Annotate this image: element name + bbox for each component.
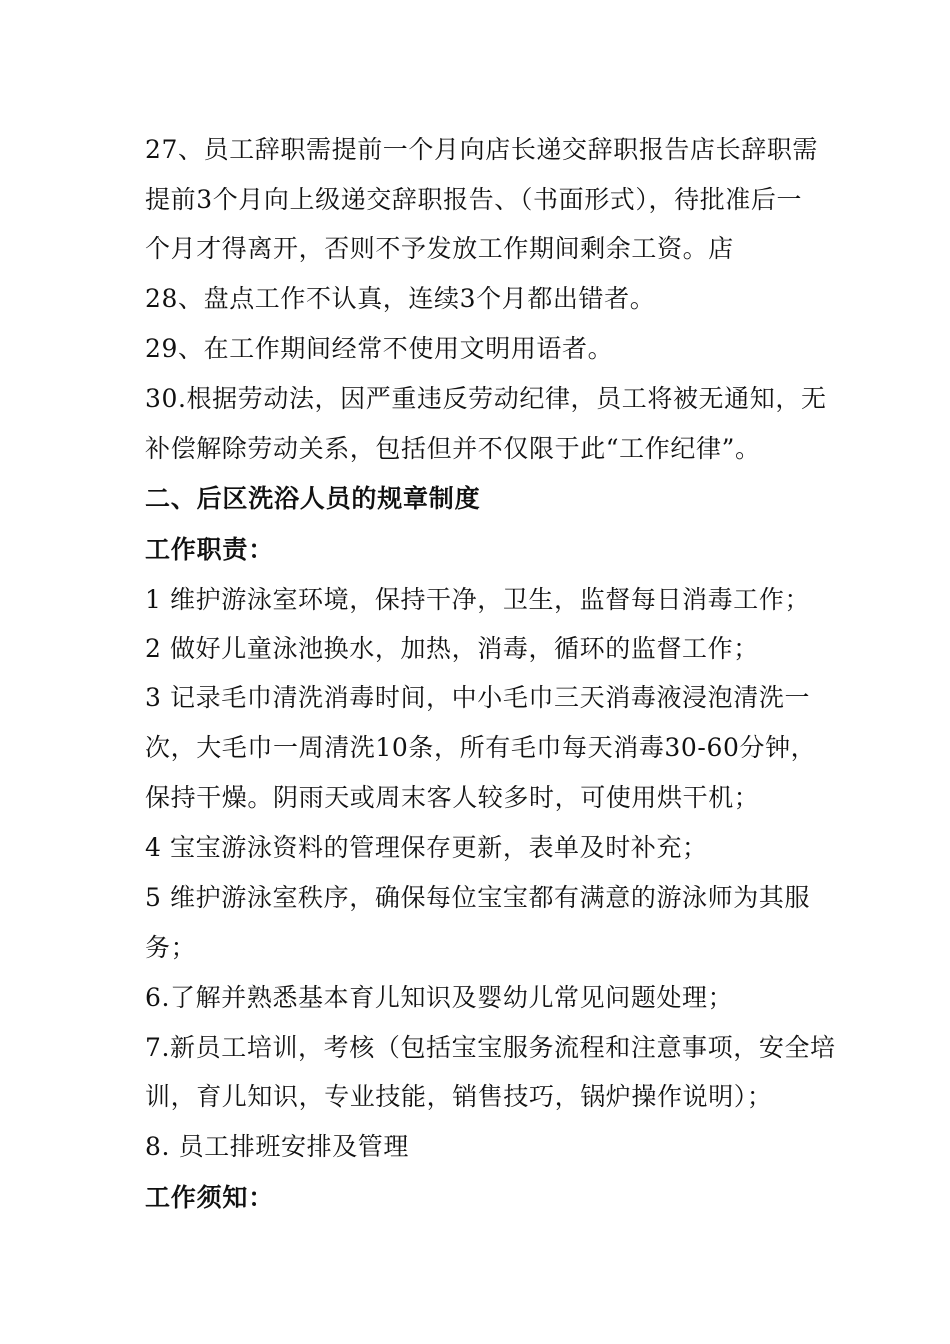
- duty-item-2: 2 做好儿童泳池换水，加热，消毒，循环的监督工作；: [145, 634, 759, 663]
- duty-item-3-cont: 保持干燥。阴雨天或周末客人较多时，可使用烘干机；: [145, 783, 760, 812]
- duty-item-5: 5 维护游泳室秩序，确保每位宝宝都有满意的游泳师为其服: [145, 883, 811, 912]
- duty-item-4: 4 宝宝游泳资料的管理保存更新，表单及时补充；: [145, 833, 708, 862]
- duty-item-7-cont: 训，育儿知识，专业技能，销售技巧，锅炉操作说明）；: [145, 1082, 773, 1111]
- text-line-rule-27-cont: 提前3个月向上级递交辞职报告、（书面形式），待批准后一: [145, 185, 803, 214]
- subheading-notes: 工作须知：: [145, 1183, 275, 1212]
- duty-item-6: 6.了解并熟悉基本育儿知识及婴幼儿常见问题处理；: [145, 983, 734, 1012]
- text-line-rule-29: 29、在工作期间经常不使用文明用语者。: [145, 334, 614, 363]
- duty-item-3: 3 记录毛巾清洗消毒时间，中小毛巾三天消毒液浸泡清洗一: [145, 683, 811, 712]
- section-heading: 二、后区洗浴人员的规章制度: [145, 484, 481, 513]
- duty-item-5-cont: 务；: [145, 933, 197, 962]
- text-line-rule-28: 28、盘点工作不认真，连续3个月都出错者。: [145, 284, 656, 313]
- text-line-rule-27: 27、员工辞职需提前一个月向店长递交辞职报告店长辞职需: [145, 135, 819, 164]
- subheading-duties: 工作职责：: [145, 535, 275, 564]
- text-line-rule-27-cont: 个月才得离开，否则不予发放工作期间剩余工资。店: [145, 234, 734, 263]
- duty-item-1: 1 维护游泳室环境，保持干净，卫生，监督每日消毒工作；: [145, 585, 811, 614]
- duty-item-3-cont: 次，大毛巾一周清洗10条，所有毛巾每天消毒30-60分钟，: [145, 733, 817, 762]
- text-line-rule-30: 30.根据劳动法，因严重违反劳动纪律，员工将被无通知，无: [145, 384, 827, 413]
- duty-item-8: 8. 员工排班安排及管理: [145, 1132, 410, 1161]
- duty-item-7: 7.新员工培训，考核（包括宝宝服务流程和注意事项，安全培: [145, 1033, 836, 1062]
- text-line-rule-30-cont: 补偿解除劳动关系，包括但并不仅限于此“工作纪律”。: [145, 434, 761, 463]
